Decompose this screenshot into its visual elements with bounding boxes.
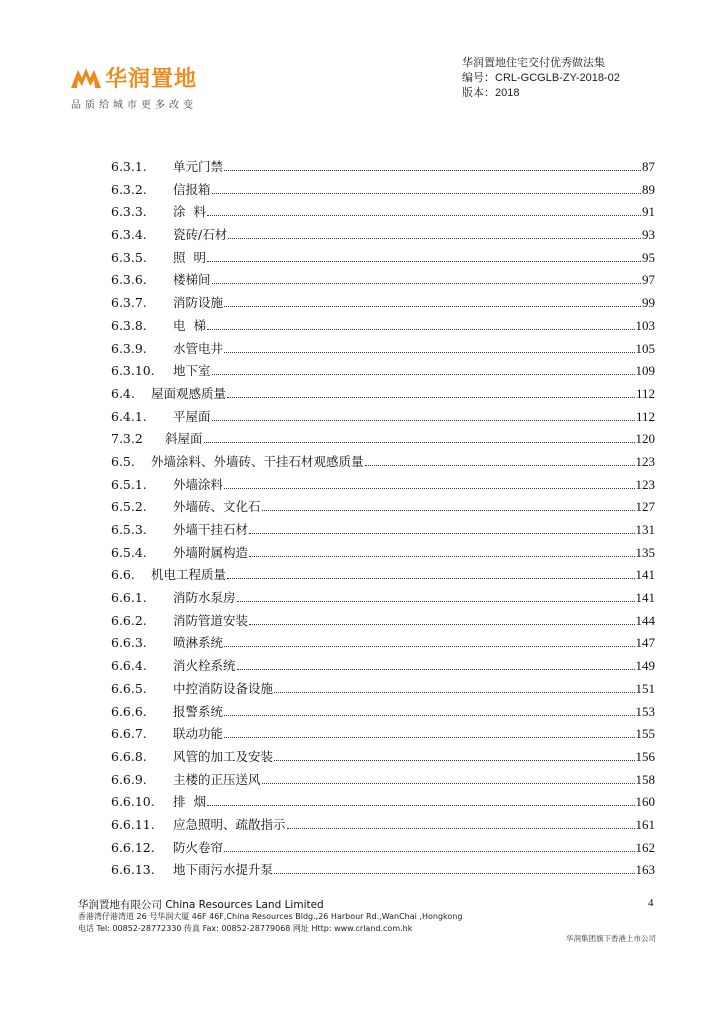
- toc-dot-leader: [249, 624, 634, 625]
- toc-entry-page: 103: [635, 317, 655, 333]
- toc-entry[interactable]: [111, 838, 655, 861]
- toc-entry-number: 6.5.4.: [111, 544, 147, 560]
- toc-entry-page: 141: [635, 590, 655, 606]
- toc-entry[interactable]: [111, 792, 655, 815]
- toc-entry-number: 6.6.3.: [111, 635, 147, 651]
- toc-dot-leader: [227, 397, 635, 398]
- footer-address: 香港湾仔港湾道 26 号华润大厦 46F 46F,China Resources Bldg.,26 Harbour Rd.,WanChai ,Hongkong: [78, 912, 463, 921]
- toc-entry-page: 131: [635, 522, 655, 537]
- toc-entry-number: 6.3.8.: [111, 317, 147, 333]
- toc-entry-page: 162: [635, 839, 655, 855]
- logo-name: 华润置地: [105, 67, 198, 92]
- toc-entry-page: 135: [635, 544, 655, 560]
- toc-entry-title: 涂 料: [173, 204, 206, 220]
- logo-slogan: 品质给城市更多改变: [71, 100, 197, 111]
- toc-entry-page: 163: [635, 862, 655, 878]
- toc-entry[interactable]: [111, 361, 655, 384]
- toc-entry-page: 161: [635, 816, 655, 832]
- toc-entry-title: 水管电井: [173, 340, 224, 356]
- toc-entry-number: 6.6.7.: [111, 726, 147, 742]
- toc-entry-number: 6.3.2.: [111, 181, 147, 197]
- toc-entry-page: 89: [642, 181, 655, 197]
- toc-entry[interactable]: [111, 815, 655, 838]
- document-title: 华润置地住宅交付优秀做法集: [462, 57, 605, 69]
- toc-entry-page: 141: [635, 567, 655, 583]
- toc-entry-page: 99: [642, 295, 655, 311]
- toc-dot-leader: [224, 170, 641, 171]
- toc-dot-leader: [207, 329, 635, 330]
- toc-entry-title: 外墙涂料: [173, 476, 224, 492]
- toc-dot-leader: [262, 783, 635, 784]
- document-code: 编号：CRL-GCGLB-ZY-2018-02: [462, 72, 620, 84]
- toc-dot-leader: [207, 805, 635, 806]
- toc-entry-page: 147: [635, 635, 655, 651]
- toc-dot-leader: [212, 420, 635, 421]
- toc-entry[interactable]: [111, 497, 655, 520]
- toc-entry[interactable]: [111, 565, 655, 588]
- toc-entry[interactable]: [111, 293, 655, 316]
- toc-entry-number: 6.6.11.: [111, 816, 155, 832]
- toc-entry[interactable]: [111, 656, 655, 679]
- toc-entry-number: 6.5.3.: [111, 522, 147, 537]
- toc-dot-leader: [365, 465, 635, 466]
- toc-dot-leader: [274, 873, 634, 874]
- toc-entry-title: 照 明: [173, 249, 206, 265]
- toc-entry-title: 地下雨污水提升泵: [173, 862, 274, 878]
- toc-entry-title: 应急照明、疏散指示: [173, 816, 286, 832]
- toc-entry-page: 160: [635, 794, 655, 810]
- toc-entry-page: 112: [635, 408, 655, 424]
- toc-entry-page: 105: [635, 340, 655, 356]
- toc-entry[interactable]: [111, 180, 655, 203]
- toc-entry-number: 6.3.1.: [111, 159, 147, 174]
- toc-entry-title: 中控消防设备设施: [173, 680, 274, 696]
- toc-entry-number: 6.6.5.: [111, 680, 147, 696]
- toc-dot-leader: [262, 510, 635, 511]
- toc-entry[interactable]: [111, 702, 655, 725]
- toc-entry-number: 6.3.3.: [111, 204, 147, 220]
- toc-dot-leader: [249, 556, 634, 557]
- toc-dot-leader: [224, 646, 634, 647]
- toc-entry-number: 6.5.: [111, 453, 135, 469]
- toc-dot-leader: [237, 669, 635, 670]
- toc-entry-title: 喷淋系统: [173, 635, 224, 651]
- toc-entry-page: 151: [635, 680, 655, 696]
- toc-entry-title: 平屋面: [173, 408, 211, 424]
- toc-entry-title: 主楼的正压送风: [173, 771, 261, 787]
- toc-entry-number: 6.3.7.: [111, 295, 147, 311]
- toc-entry-title: 消防设施: [173, 295, 224, 311]
- company-logo: [71, 64, 231, 112]
- toc-entry-page: 123: [635, 476, 655, 492]
- toc-entry-title: 楼梯间: [173, 272, 211, 288]
- toc-entry-number: 6.6.4.: [111, 658, 147, 674]
- toc-entry-number: 6.3.5.: [111, 249, 147, 265]
- toc-entry-title: 信报箱: [173, 181, 211, 197]
- toc-entry-title: 消防水泵房: [173, 590, 236, 606]
- toc-entry-number: 6.6.1.: [111, 590, 147, 606]
- toc-entry-page: 95: [642, 249, 655, 265]
- toc-entry-title: 机电工程质量: [151, 567, 227, 583]
- document-info: [462, 56, 620, 101]
- toc-entry-number: 6.3.9.: [111, 340, 147, 356]
- toc-dot-leader: [224, 715, 634, 716]
- toc-entry[interactable]: [111, 384, 655, 407]
- toc-entry-number: 6.3.4.: [111, 227, 147, 243]
- toc-entry-page: 127: [635, 499, 655, 515]
- toc-dot-leader: [212, 193, 641, 194]
- toc-entry-number: 6.6.6.: [111, 703, 147, 719]
- toc-entry-number: 6.5.2.: [111, 499, 147, 515]
- toc-entry-number: 6.6.13.: [111, 862, 155, 878]
- toc-entry[interactable]: [111, 679, 655, 702]
- toc-entry-title: 消火栓系统: [173, 658, 236, 674]
- toc-entry[interactable]: [111, 475, 655, 498]
- toc-entry-page: 120: [635, 431, 655, 447]
- page-number: 4: [648, 897, 654, 909]
- toc-dot-leader: [207, 261, 641, 262]
- toc-entry-page: 93: [642, 227, 655, 243]
- toc-entry-number: 6.6.9.: [111, 771, 147, 787]
- toc-entry-page: 91: [642, 204, 655, 220]
- toc-entry[interactable]: [111, 157, 655, 180]
- toc-entry-page: 149: [635, 658, 655, 674]
- toc-entry-number: 6.6.2.: [111, 612, 147, 628]
- toc-entry-title: 报警系统: [173, 703, 224, 719]
- toc-entry-title: 联动功能: [173, 726, 224, 742]
- toc-entry-title: 外墙附属构造: [173, 544, 249, 560]
- toc-dot-leader: [224, 352, 634, 353]
- toc-entry-page: 87: [642, 159, 655, 174]
- toc-entry-number: 6.5.1.: [111, 476, 147, 492]
- toc-entry-title: 防火卷帘: [173, 839, 224, 855]
- toc-dot-leader: [274, 760, 634, 761]
- toc-entry[interactable]: [111, 724, 655, 747]
- toc-dot-leader: [204, 442, 635, 443]
- toc-dot-leader: [212, 374, 635, 375]
- toc-entry-page: 112: [635, 385, 655, 401]
- toc-entry[interactable]: [111, 520, 655, 543]
- toc-entry[interactable]: [111, 429, 655, 452]
- toc-entry-page: 155: [635, 726, 655, 742]
- toc-entry-title: 风管的加工及安装: [173, 748, 274, 764]
- toc-entry-page: 97: [642, 272, 655, 288]
- toc-entry-title: 单元门禁: [173, 159, 224, 174]
- toc-entry[interactable]: [111, 407, 655, 430]
- toc-entry-number: 6.3.6.: [111, 272, 147, 288]
- toc-dot-leader: [224, 306, 641, 307]
- toc-dot-leader: [237, 601, 635, 602]
- toc-dot-leader: [224, 488, 634, 489]
- toc-dot-leader: [274, 692, 634, 693]
- toc-entry[interactable]: [111, 860, 655, 883]
- toc-entry-title: 地下室: [173, 363, 211, 379]
- toc-entry[interactable]: [111, 270, 655, 293]
- toc-entry-number: 6.6.10.: [111, 794, 155, 810]
- toc-entry-number: 6.6.8.: [111, 748, 147, 764]
- toc-dot-leader: [224, 737, 634, 738]
- toc-entry-page: 144: [635, 612, 655, 628]
- footer-note: 华润集团旗下香港上市公司: [566, 934, 656, 943]
- toc-entry-page: 109: [635, 363, 655, 379]
- toc-entry[interactable]: [111, 747, 655, 770]
- toc-entry-page: 153: [635, 703, 655, 719]
- table-of-contents: [111, 157, 655, 883]
- toc-entry[interactable]: [111, 316, 655, 339]
- toc-entry-title: 外墙涂料、外墙砖、干挂石材观感质量: [151, 453, 364, 469]
- toc-dot-leader: [249, 533, 634, 534]
- toc-entry[interactable]: [111, 248, 655, 271]
- toc-entry-number: 6.4.: [111, 385, 135, 401]
- toc-dot-leader: [228, 238, 641, 239]
- toc-entry-title: 外墙砖、文化石: [173, 499, 261, 515]
- toc-entry-title: 瓷砖/石材: [173, 227, 228, 243]
- toc-entry-number: 6.3.10.: [111, 363, 155, 379]
- toc-entry[interactable]: [111, 611, 655, 634]
- toc-entry[interactable]: [111, 770, 655, 793]
- toc-entry-page: 158: [635, 771, 655, 787]
- toc-dot-leader: [224, 851, 634, 852]
- toc-entry[interactable]: [111, 543, 655, 566]
- toc-entry[interactable]: [111, 452, 655, 475]
- footer-contact: 电话 Tel: 00852-28772330 传真 Fax: 00852-28779068 网址 Http: www.crland.com.hk: [78, 924, 413, 933]
- document-version: 版本：2018: [462, 87, 520, 99]
- toc-dot-leader: [287, 828, 635, 829]
- footer-company: 华润置地有限公司 China Resources Land Limited: [78, 899, 324, 911]
- crland-logo-icon: [71, 64, 101, 88]
- toc-entry-title: 电 梯: [173, 317, 206, 333]
- toc-entry-page: 123: [635, 453, 655, 469]
- toc-dot-leader: [207, 215, 641, 216]
- toc-entry-number: 6.6.12.: [111, 839, 155, 855]
- toc-entry-number: 6.6.: [111, 567, 135, 583]
- toc-entry[interactable]: [111, 339, 655, 362]
- toc-entry-title: 斜屋面: [165, 431, 203, 447]
- toc-entry-title: 外墙干挂石材: [173, 522, 249, 537]
- toc-entry[interactable]: [111, 588, 655, 611]
- toc-entry-title: 排 烟: [173, 794, 206, 810]
- toc-entry[interactable]: [111, 202, 655, 225]
- toc-dot-leader: [227, 578, 634, 579]
- toc-entry-number: 6.4.1.: [111, 408, 147, 424]
- toc-entry-title: 屋面观感质量: [151, 385, 227, 401]
- toc-dot-leader: [212, 283, 641, 284]
- toc-entry[interactable]: [111, 225, 655, 248]
- toc-entry-title: 消防管道安装: [173, 612, 249, 628]
- toc-entry-page: 156: [635, 748, 655, 764]
- toc-entry-number: 7.3.2: [111, 431, 143, 447]
- toc-entry[interactable]: [111, 633, 655, 656]
